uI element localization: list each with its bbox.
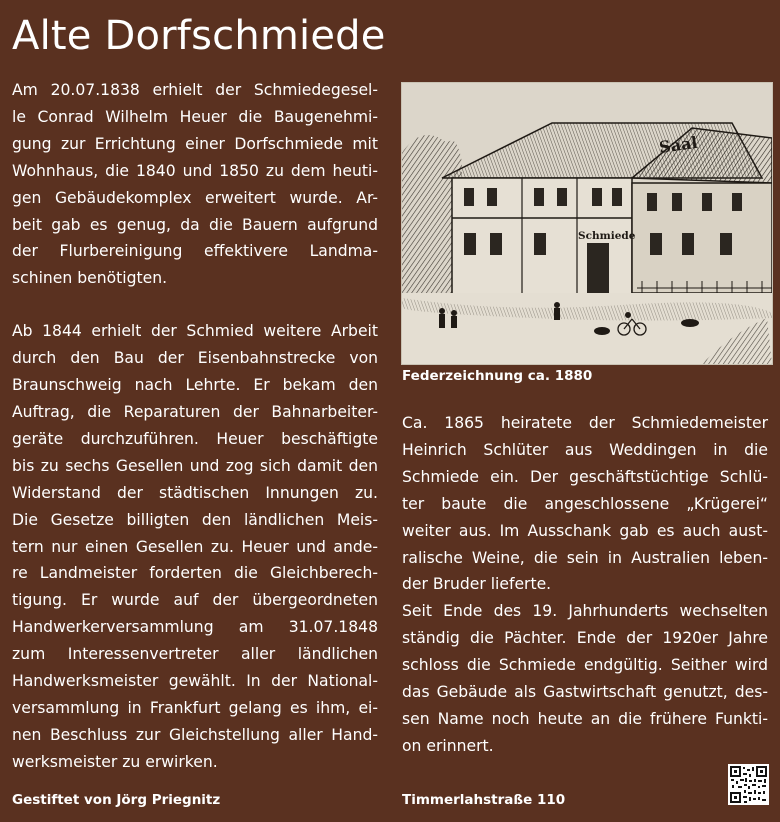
text-line: Schmiede ein. Der geschäftstüchtige Schlü- [402, 467, 768, 486]
text-line: le Conrad Wilhelm Heuer die Baugenehmi- [12, 107, 378, 126]
text-line: werksmeister zu erwirken. [12, 752, 218, 771]
text-line: Ca. 1865 heiratete der Schmiedemeister [402, 414, 768, 432]
paragraph-history-1838 [12, 77, 378, 292]
text-line: nen Beschluss zur Gleichstellung aller Hand- [12, 725, 378, 744]
text-line: sen Name noch heute an die frühere Funkti- [402, 709, 768, 728]
text-line: beit gab es genug, da die Bauern aufgrund [12, 215, 378, 234]
text-line: Handwerksmeister gewählt. In der National- [12, 672, 378, 691]
historic-drawing-image [401, 82, 773, 365]
text-line: das Gebäude als Gastwirtschaft genutzt, des- [402, 683, 768, 702]
text-line: Widerstand der städtischen Innungen zu. [12, 483, 378, 502]
text-line: weiter aus. Im Ausschank gab es auch aust- [402, 521, 768, 540]
paragraph-history-later [402, 598, 768, 759]
text-line: durch den Bau der Eisenbahnstrecke von [12, 349, 378, 368]
text-line: Am 20.07.1838 erhielt der Schmiedegesel- [12, 81, 378, 99]
right-column [402, 410, 768, 760]
text-line: ständig die Pächter. Ende der 1920er Jahre [402, 629, 768, 648]
pen-drawing-illustration [402, 83, 772, 364]
qr-code-graphic [728, 764, 769, 805]
paragraph-history-1844 [12, 318, 378, 775]
text-line: Ab 1844 erhielt der Schmied weitere Arbeit [12, 322, 378, 341]
street-address: Timmerlahstraße 110 [402, 792, 566, 808]
text-line: der Bruder lieferte. [402, 575, 552, 594]
text-line: schloss die Schmiede endgültig. Seither wird [402, 656, 768, 675]
text-line: Auftrag, die Reparaturen der Bahnarbeiter- [12, 402, 378, 421]
text-line: gen Gebäudekomplex erweitert wurde. Ar- [12, 188, 378, 207]
text-line: tigung. Er wurde auf der übergeordneten [12, 591, 378, 610]
text-line: Handwerkerversammlung am 31.07.1848 [12, 618, 378, 637]
left-column [12, 77, 378, 776]
qr-code-icon[interactable] [728, 764, 769, 805]
text-line: re Landmeister forderten die Gleichberech- [12, 564, 378, 583]
page-title: Alte Dorfschmiede [12, 13, 386, 59]
text-line: bis zu sechs Gesellen und zog sich damit den [12, 456, 378, 475]
saal-sign: Saal [657, 132, 699, 157]
schmiede-sign: Schmiede [578, 230, 636, 242]
text-line: Die Gesetze billigten den ländlichen Meis- [12, 510, 378, 529]
sponsor-credit: Gestiftet von Jörg Priegnitz [12, 792, 221, 808]
text-line: der Flurbereinigung effektivere Landma- [12, 242, 378, 261]
text-line: on erinnert. [402, 736, 494, 755]
text-line: ralische Weine, die sein in Australien leben- [402, 548, 768, 567]
paragraph-history-1865 [402, 410, 768, 598]
text-line: versammlung in Frankfurt gelang es ihm, ei- [12, 698, 378, 717]
text-line: gung zur Errichtung einer Dorfschmiede mit [12, 134, 378, 153]
text-line: tern nur einen Gesellen zu. Heuer und ande- [12, 537, 378, 556]
text-line: Wohnhaus, die 1840 und 1850 zu dem heuti- [12, 161, 378, 180]
text-line: schinen benötigten. [12, 269, 168, 288]
text-line: Braunschweig nach Lehrte. Er bekam den [12, 376, 378, 395]
text-line: ter baute die angeschlossene „Krügerei“ [402, 494, 768, 513]
text-line: geräte durchzuführen. Heuer beschäftigte [12, 429, 378, 448]
image-caption: Federzeichnung ca. 1880 [402, 368, 593, 384]
text-line: zum Interessenvertreter aller ländlichen [12, 645, 378, 664]
text-line: Seit Ende des 19. Jahrhunderts wechselten [402, 602, 768, 621]
text-line: Heinrich Schlüter aus Weddingen in die [402, 440, 768, 459]
